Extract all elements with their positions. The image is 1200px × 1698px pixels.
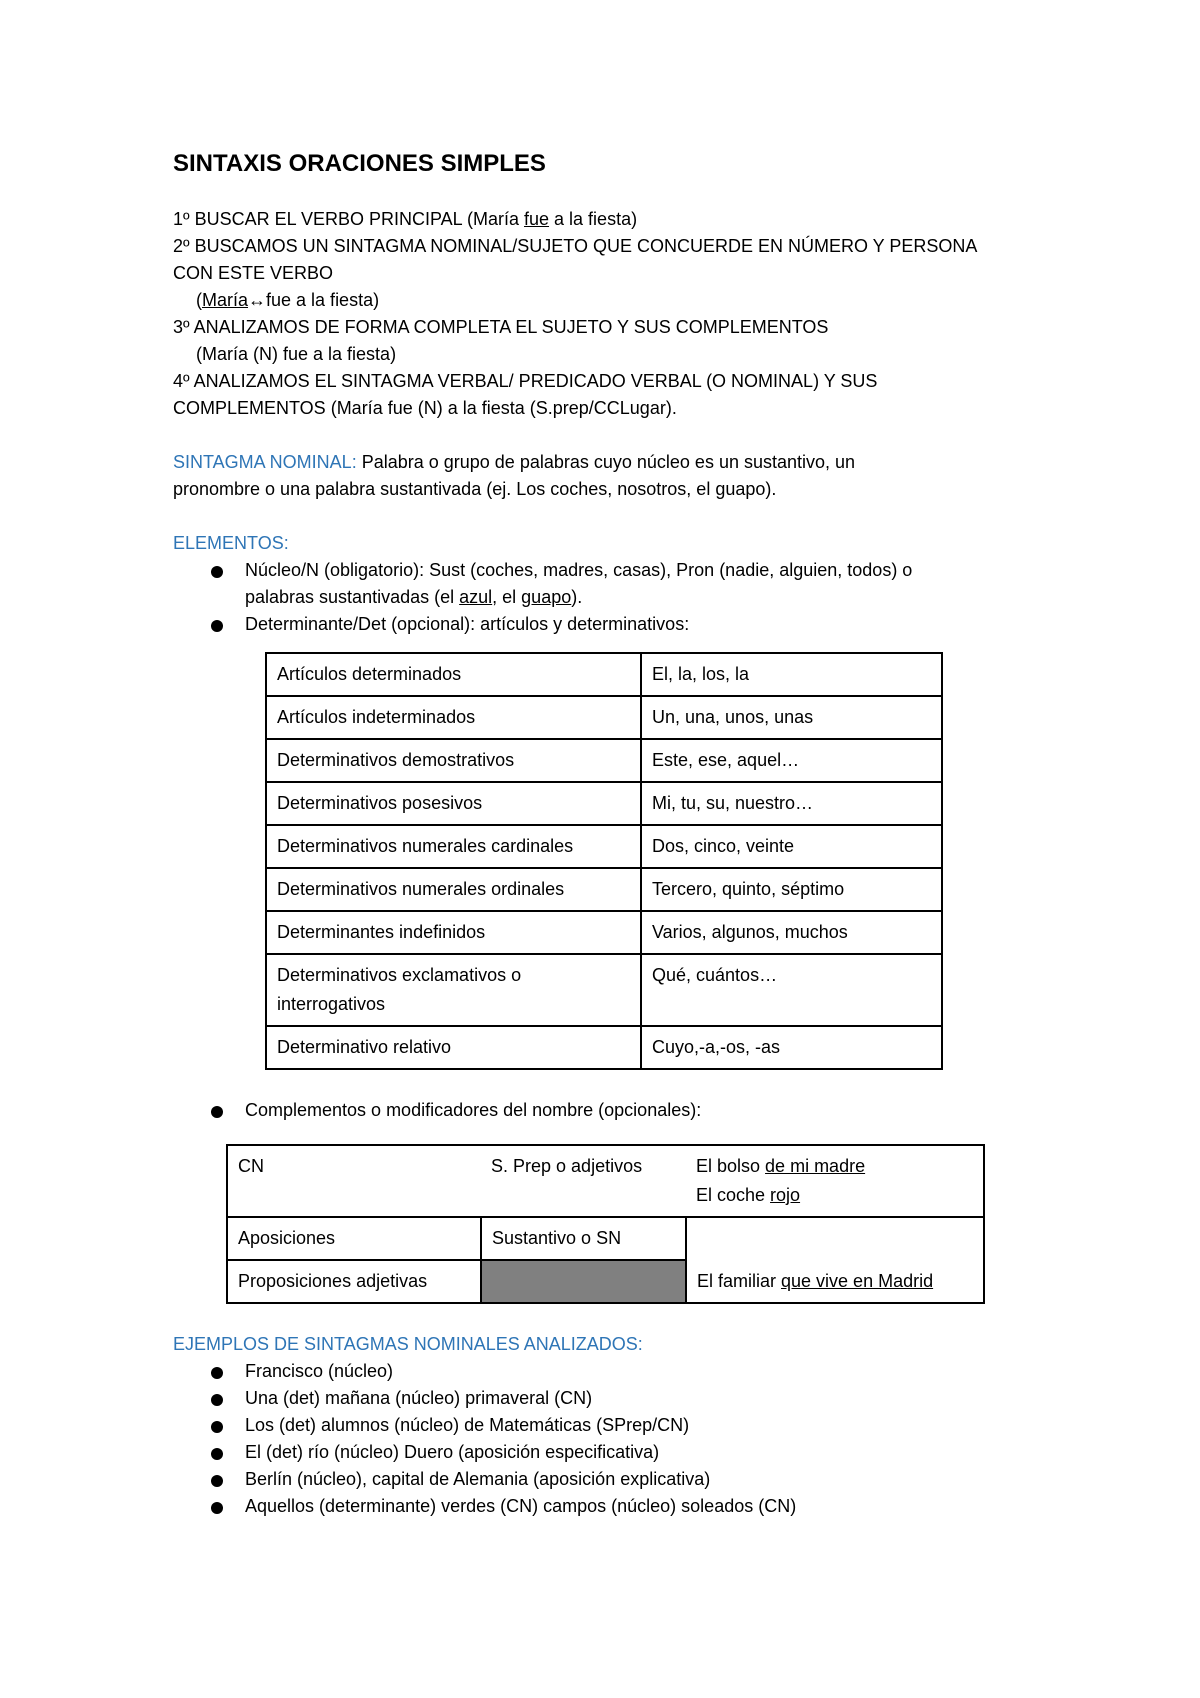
step-2-line-2: CON ESTE VERBO [173, 263, 334, 283]
sn-definition [173, 449, 1033, 476]
table-cell: CN [227, 1145, 481, 1217]
table-row [266, 696, 942, 739]
table-cell: Dos, cinco, veinte [641, 825, 942, 868]
nucleo-underlined-2: guapo [521, 587, 572, 607]
table-cell: Determinantes indefinidos [266, 911, 641, 954]
shaded-cell [481, 1260, 686, 1303]
table-cell: S. Prep o adjetivos [481, 1145, 686, 1217]
ejemplos-list [173, 1358, 1033, 1520]
nucleo-line-2b: , el [492, 587, 522, 607]
step-2-line-1: 2º BUSCAMOS UN SINTAGMA NOMINAL/SUJETO QUE CONCUERDE EN NÚMERO Y PERSONA [173, 236, 978, 256]
table-cell: Sustantivo o SN [481, 1217, 686, 1260]
sn-label: SINTAGMA NOMINAL: [173, 452, 357, 472]
table-cell: Determinativos numerales cardinales [266, 825, 641, 868]
table-cell: Determinativos numerales ordinales [266, 868, 641, 911]
step-4-line-2: COMPLEMENTOS (María fue (N) a la fiesta (S.prep/CCLugar). [173, 398, 677, 418]
ejemplos-heading: EJEMPLOS DE SINTAGMAS NOMINALES ANALIZADOS: [173, 1334, 643, 1354]
step-1 [173, 206, 1033, 233]
table-row [266, 782, 942, 825]
nucleo-line-2c: ). [571, 587, 583, 607]
sn-definition-line-2: pronombre o una palabra sustantivada (ej. Los coches, nosotros, el guapo). [173, 479, 777, 499]
document-page [173, 150, 1033, 1520]
list-item: Una (det) mañana (núcleo) primaveral (CN) [173, 1385, 1033, 1412]
table-cell: Este, ese, aquel… [641, 739, 942, 782]
table-cell: Varios, algunos, muchos [641, 911, 942, 954]
step-2-paren: ( [196, 290, 202, 310]
table-row [227, 1145, 984, 1217]
table-cell: Determinativos demostrativos [266, 739, 641, 782]
cn-example-2-underlined: rojo [770, 1185, 801, 1205]
sn-definition-line-1: Palabra o grupo de palabras cuyo núcleo es un sustantivo, un [356, 452, 856, 472]
table-row [227, 1217, 984, 1260]
table-cell: Determinativos posesivos [266, 782, 641, 825]
prop-example-underlined: que vive en Madrid [781, 1271, 934, 1291]
step-1-text: 1º BUSCAR EL VERBO PRINCIPAL (María [173, 209, 524, 229]
table-cell: Un, una, unos, unas [641, 696, 942, 739]
step-2-underlined: María [202, 290, 249, 310]
list-item: Los (det) alumnos (núcleo) de Matemáticas (SPrep/CN) [173, 1412, 1033, 1439]
nucleo-line-2: palabras sustantivadas (el [245, 587, 460, 607]
cn-example-1-underlined: de mi madre [765, 1156, 866, 1176]
elementos-heading: ELEMENTOS: [173, 533, 289, 553]
prop-example: El familiar [697, 1271, 782, 1291]
page-title: SINTAXIS ORACIONES SIMPLES [173, 150, 546, 177]
table-cell: Determinativo relativo [266, 1026, 641, 1069]
table-row [266, 653, 942, 696]
list-item: Aquellos (determinante) verdes (CN) campos (núcleo) soleados (CN) [173, 1493, 1033, 1520]
list-item: Determinante/Det (opcional): artículos y determinativos: [173, 611, 1033, 638]
step-3-example: (María (N) fue a la fiesta) [196, 344, 397, 364]
table-cell: Qué, cuántos… [641, 954, 942, 1026]
step-4-line-1: 4º ANALIZAMOS EL SINTAGMA VERBAL/ PREDICADO VERBAL (O NOMINAL) Y SUS [173, 371, 878, 391]
list-item: Francisco (núcleo) [173, 1358, 1033, 1385]
table-cell: Artículos determinados [266, 653, 641, 696]
complements-table [226, 1144, 985, 1304]
determiners-table [265, 652, 943, 1070]
table-cell: Determinativos exclamativos o interrogativos [266, 954, 641, 1026]
table-row [266, 1026, 942, 1069]
table-row [266, 868, 942, 911]
step-2-example-end: ↔fue a la fiesta) [248, 290, 380, 310]
complementos-list [173, 1097, 1033, 1124]
step-1-text-end: a la fiesta) [549, 209, 638, 229]
table-row [266, 825, 942, 868]
cn-example-1: El bolso [696, 1156, 766, 1176]
table-row [266, 739, 942, 782]
cn-example-2: El coche [696, 1185, 771, 1205]
table-row [266, 954, 942, 1026]
table-cell: Cuyo,-a,-os, -as [641, 1026, 942, 1069]
table-cell: Tercero, quinto, séptimo [641, 868, 942, 911]
nucleo-underlined-1: azul [459, 587, 493, 607]
table-cell: Artículos indeterminados [266, 696, 641, 739]
list-item: El (det) río (núcleo) Duero (aposición especificativa) [173, 1439, 1033, 1466]
table-cell: Mi, tu, su, nuestro… [641, 782, 942, 825]
table-cell [686, 1217, 984, 1303]
list-item: Berlín (núcleo), capital de Alemania (aposición explicativa) [173, 1466, 1033, 1493]
list-item [173, 557, 1033, 611]
step-3-line-1: 3º ANALIZAMOS DE FORMA COMPLETA EL SUJETO Y SUS COMPLEMENTOS [173, 317, 829, 337]
list-item: Complementos o modificadores del nombre (opcionales): [173, 1097, 1033, 1124]
elementos-list [173, 557, 1033, 638]
table-cell [686, 1145, 984, 1217]
step-1-underlined: fue [524, 209, 550, 229]
nucleo-line-1: Núcleo/N (obligatorio): Sust (coches, madres, casas), Pron (nadie, alguien, todos) o [245, 560, 913, 580]
step-2-example [173, 287, 1033, 314]
table-row [266, 911, 942, 954]
table-cell: Aposiciones [227, 1217, 481, 1260]
table-cell: Proposiciones adjetivas [227, 1260, 481, 1303]
table-cell: El, la, los, la [641, 653, 942, 696]
